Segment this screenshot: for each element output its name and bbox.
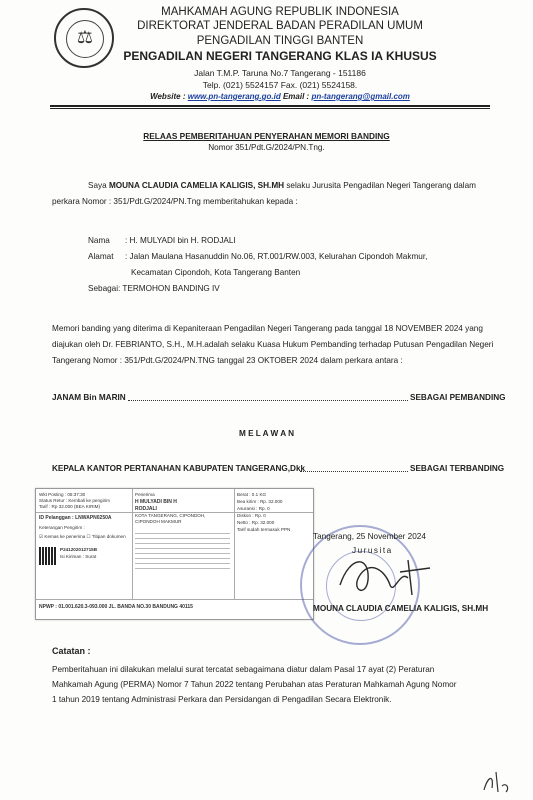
receipt-asuransi: Asuransi : Rp. 0 [237, 506, 270, 511]
receipt-status: Status Retur : Kembali ke pengirim [39, 498, 110, 503]
qr-code-icon [39, 547, 57, 565]
sebagai-label: Sebagai [88, 284, 119, 293]
scales-icon: ⚖ [76, 27, 94, 47]
receipt-penerima-name: H MULYADI BIN H [135, 499, 177, 505]
party-terbanding: KEPALA KANTOR PERTANAHAN KABUPATEN TANGERANG,Dkk [52, 464, 306, 473]
dotted-leader-2 [300, 471, 408, 472]
header-line3: PENGADILAN TINGGI BANTEN [196, 35, 364, 47]
sign-place-date: Tangerang, 25 November 2024 [313, 532, 426, 541]
email-link[interactable]: pn-tangerang@gmail.com [311, 92, 410, 101]
intro-line1 [88, 180, 518, 192]
versus: M E L A W A N [238, 429, 295, 438]
alamat-label: Alamat [88, 252, 114, 261]
sign-name: MOUNA CLAUDIA CAMELIA KALIGIS, SH.MH [313, 604, 489, 613]
catatan-line2: Mahkamah Agung (PERMA) Nomor 7 Tahun 2022 tentang Perubahan atas Peraturan Mahkamah Agung Nomor [52, 680, 457, 689]
alamat-value: : Jalan Maulana Hasanuddin No.06, RT.001/RW.003, Kelurahan Cipondoh Makmur, [125, 252, 428, 261]
handwritten-signature [330, 550, 450, 600]
email-label: Email : [280, 92, 312, 101]
header-phone: Telp. (021) 5524157 Fax. (021) 5524158. [202, 80, 358, 90]
initial-mark [478, 768, 518, 796]
sebagai-value: : TERMOHON BANDING IV [118, 284, 220, 293]
nama-value: : H. MULYADI bin H. RODJALI [125, 236, 236, 245]
jurusita-name: MOUNA CLAUDIA CAMELIA KALIGIS, SH.MH [108, 181, 285, 190]
receipt-penerima-addr2: CIPONDOH MAKMUR [135, 519, 182, 524]
receipt-posting-time: Wkt Posting : 05:37:30 [39, 492, 86, 497]
receipt-netto: Netto : Rp. 32.000 [237, 520, 275, 525]
memori-line2: diajukan oleh Dr. FEBRIANTO, S.H., M.H.adalah selaku Kuasa Hukum Pembanding terhadap Putusan Pengadilan Negeri [52, 340, 494, 349]
intro-suffix: selaku Jurusita Pengadilan Negeri Tangerang dalam [284, 181, 476, 190]
role-terbanding: SEBAGAI TERBANDING [410, 464, 505, 473]
party-pembanding: JANAM Bin MARIN [52, 393, 126, 402]
header-line2: DIREKTORAT JENDERAL BADAN PERADILAN UMUM [137, 20, 423, 32]
document-title: RELAAS PEMBERITAHUAN PENYERAHAN MEMORI BANDING [143, 131, 390, 141]
receipt-fineprint [135, 529, 230, 569]
intro-prefix: Saya [88, 181, 109, 190]
receipt-npwp: NPWP : 01.001.620.3-093.000 JL. BANDA NO.30 BANDUNG 40115 [39, 604, 193, 610]
receipt-id-pelanggan: ID Pelanggan : LNWAPN0250A [39, 515, 112, 521]
memori-line1: Memori banding yang diterima di Kepaniteraan Pengadilan Negeri Tangerang pada tanggal 18 NOVEMBER 2024 yang [52, 324, 483, 333]
receipt-berat: Berat : 0.1 KG [237, 492, 267, 497]
role-pembanding: SEBAGAI PEMBANDING [410, 393, 506, 402]
header-line4: PENGADILAN NEGERI TANGERANG KLAS IA KHUSUS [123, 49, 437, 63]
postal-receipt [35, 488, 314, 620]
header-line1: MAHKAMAH AGUNG REPUBLIK INDONESIA [161, 6, 399, 18]
receipt-tarif: Tarif : Rp 32.000 (BEA KIRIM) [39, 504, 101, 509]
checkbox2-label: Titipan dokumen [91, 534, 126, 539]
receipt-penerima-addr: KOTA TANGERANG, CIPONDOH, [135, 513, 206, 518]
catatan-line1: Pemberitahuan ini dilakukan melalui surat tercatat sebagaimana diatur dalam Pasal 17 ayat (2) Peraturan [52, 665, 435, 674]
nama-label: Nama [88, 236, 110, 245]
website-label: Website : [150, 92, 188, 101]
header-rule [50, 105, 490, 107]
sign-role: Jurusita [352, 546, 393, 555]
receipt-keterangan: Keterangan Pengirim : [39, 525, 85, 530]
website-link[interactable]: www.pn-tangerang.go.id [187, 92, 281, 101]
document-number: Nomor 351/Pdt.G/2024/PN.Tng. [208, 143, 325, 152]
receipt-barcode-id: P241202012715B [60, 547, 98, 552]
memori-line3: Tangerang Nomor : 351/Pdt.G/2024/PN.TNG tanggal 23 OKTOBER 2024 dalam perkara antara : [52, 356, 403, 365]
receipt-penerima-label: Penerima [135, 492, 155, 497]
receipt-checkbox1: ☑ Kemas ke penerima ☐ Titipan dokumen [39, 534, 126, 539]
receipt-penerima-name2: RODJALI [135, 506, 157, 512]
receipt-bea-kirim: Bea kirim : Rp. 32.000 [237, 499, 283, 504]
checkbox1-label: Kemas ke penerima [44, 534, 86, 539]
intro-line2: perkara Nomor : 351/Pdt.G/2024/PN.Tng memberitahukan kepada : [52, 197, 298, 206]
catatan-label: Catatan : [52, 646, 91, 656]
header-address: Jalan T.M.P. Taruna No.7 Tangerang - 151186 [194, 68, 366, 78]
catatan-line3: 1 tahun 2019 tentang Administrasi Perkara dan Persidangan di Pengadilan Secara Elektronik. [52, 695, 392, 704]
alamat-value-line2: Kecamatan Cipondoh, Kota Tangerang Banten [131, 268, 301, 277]
receipt-diskon: Diskon : Rp. 0 [237, 513, 266, 518]
header-contact [40, 93, 520, 102]
dotted-leader [128, 400, 408, 401]
header-rule-thin [50, 108, 490, 109]
receipt-isi: Isi Kiriman : Surat [60, 554, 97, 559]
receipt-tarif-note: Tarif sudah termasuk PPN [237, 527, 291, 532]
